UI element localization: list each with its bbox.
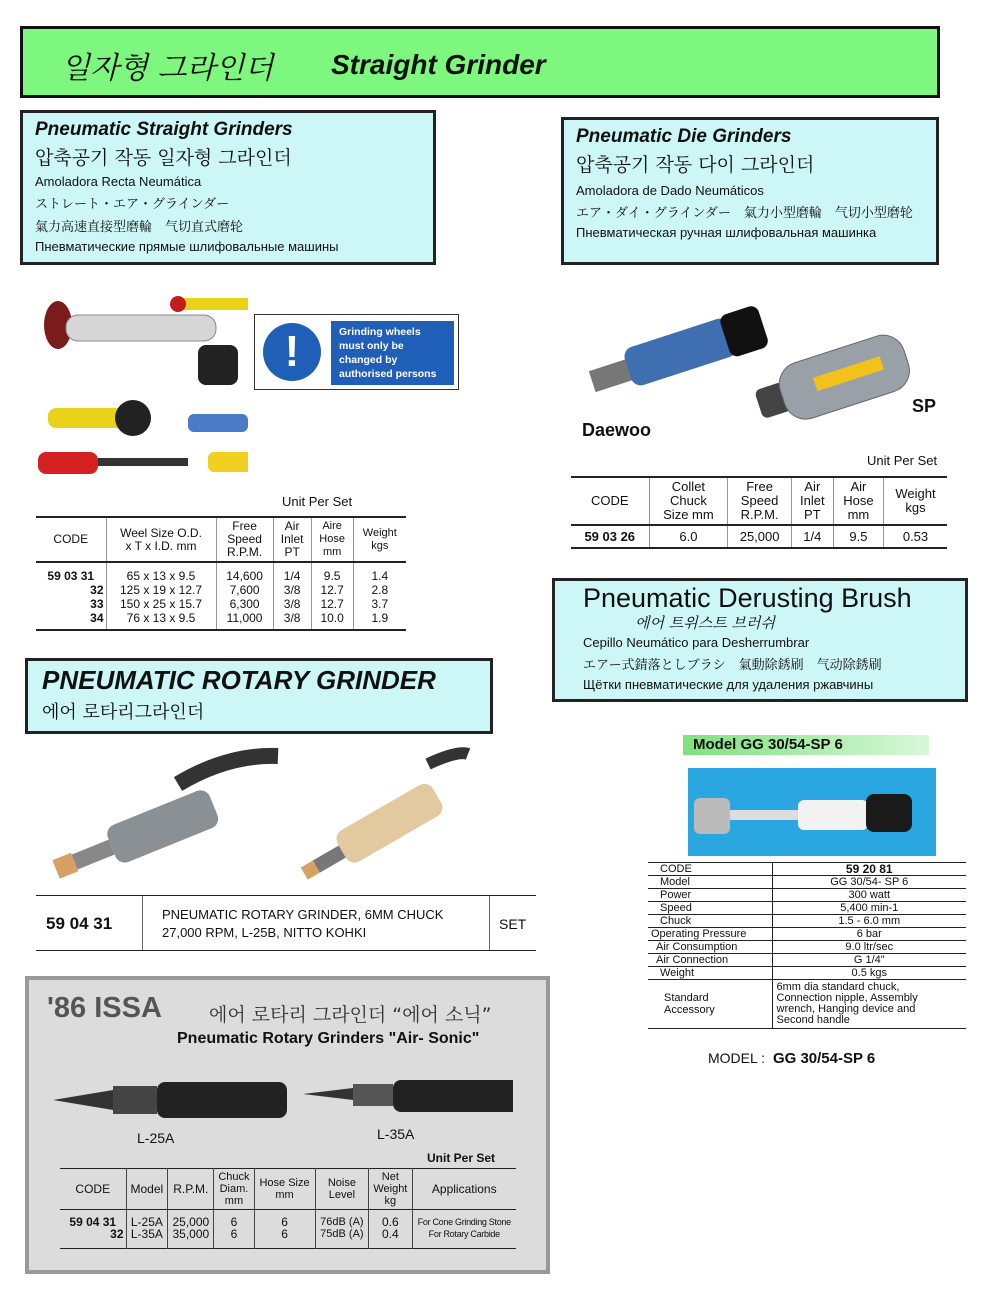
warning-line: authorised persons <box>339 368 437 380</box>
derusting-brush-header <box>552 578 968 702</box>
spec-row <box>648 967 966 980</box>
rotary-desc-1: PNEUMATIC ROTARY GRINDER, 6MM CHUCK <box>162 907 444 922</box>
cell: 6 <box>214 1210 254 1229</box>
spec-row <box>648 876 966 889</box>
spec-label <box>648 980 772 1029</box>
col-free-speed <box>216 517 273 562</box>
cell: L-35A <box>126 1228 168 1249</box>
warning-sign <box>254 314 459 390</box>
cell: 7,600 <box>216 583 273 597</box>
derust-title-ru: Щётки пневматические для удаления ржавчины <box>583 677 874 692</box>
table-row <box>36 562 406 583</box>
spec-row <box>648 928 966 941</box>
cell: 76 x 13 x 9.5 <box>106 611 216 630</box>
spec-value: 9.0 ltr/sec <box>772 941 966 954</box>
spec-value: 5,400 min-1 <box>772 902 966 915</box>
die-grinder-image <box>578 276 948 436</box>
cell: 3/8 <box>273 597 311 611</box>
warning-line: changed by <box>339 354 398 366</box>
col-weight <box>884 477 948 525</box>
cell: 25,000 <box>168 1210 214 1229</box>
cell: 25,000 <box>728 525 792 548</box>
straight-title-en: Pneumatic Straight Grinders <box>35 119 293 140</box>
spec-value: 300 watt <box>772 889 966 902</box>
grinder-tools-image <box>28 282 248 487</box>
col-code: CODE <box>590 493 629 508</box>
cell: 9.5 <box>833 525 883 548</box>
issa-title-year: '86 ISSA <box>47 992 162 1024</box>
col-aire-hose <box>311 517 353 562</box>
warning-text-box <box>331 321 454 385</box>
spec-value-text: 6mm dia standard chuck, Connection nipple, Assembly wrench, Hanging device and Second handle <box>776 981 918 1026</box>
die-title-ru: Пневматическая ручная шлифовальная машинка <box>576 225 877 240</box>
cell: 6,300 <box>216 597 273 611</box>
col-applications: Applications <box>412 1169 516 1210</box>
cell: 3/8 <box>273 611 311 630</box>
spec-label: Operating Pressure <box>648 928 772 941</box>
derust-spec-table <box>648 862 966 1029</box>
unit-label: Unit Per Set <box>867 453 938 468</box>
spec-value: 1.5 - 6.0 mm <box>772 915 966 928</box>
spec-row <box>648 941 966 954</box>
col-aire-hose-text: Aire Hose mm <box>319 520 345 558</box>
cell: 0.4 <box>369 1228 412 1249</box>
straight-title-jp: ストレート・エア・グラインダー <box>35 196 230 211</box>
cell: 11,000 <box>216 611 273 630</box>
rotary-unit: SET <box>499 916 527 932</box>
unit-label: Unit Per Set <box>282 494 353 509</box>
exclamation-icon: ! <box>263 323 321 381</box>
cell-code: 59 03 26 <box>584 529 636 544</box>
rotary-code: 59 04 31 <box>46 914 113 933</box>
cell: 3.7 <box>353 597 406 611</box>
table-row <box>60 1210 516 1229</box>
spec-label: Weight <box>648 967 772 980</box>
cell: For Cone Grinding Stone <box>412 1210 516 1229</box>
col-air-inlet-text: Air Inlet PT <box>280 519 304 559</box>
straight-title-es: Amoladora Recta Neumática <box>35 174 202 189</box>
spec-label: Air Connection <box>648 954 772 967</box>
cell: 12.7 <box>311 597 353 611</box>
issa-title-en: Pneumatic Rotary Grinders "Air- Sonic" <box>177 1030 480 1047</box>
spec-row <box>648 902 966 915</box>
cell: 75dB (A) <box>315 1228 369 1249</box>
straight-title-ru: Пневматические прямые шлифовальные машины <box>35 239 339 254</box>
issa-title-kr: 에어 로타리 그라인더 “에어 소닉” <box>209 1004 492 1026</box>
cell: 6.0 <box>649 525 728 548</box>
derusting-brush-photo <box>688 768 936 856</box>
col-air-inlet <box>791 477 833 525</box>
col-weight-text: Net Weight kg <box>373 1171 408 1207</box>
table-header-row <box>36 517 406 562</box>
col-collet <box>649 477 728 525</box>
rotary-divider <box>489 896 490 950</box>
col-weight-text: Weight kgs <box>895 486 936 515</box>
banner-title-kr: 일자형 그라인더 <box>61 51 274 86</box>
col-air-inlet-text: Air Inlet PT <box>800 479 825 522</box>
issa-label-l25a: L-25A <box>137 1130 175 1146</box>
spec-row <box>648 863 966 876</box>
table-row <box>36 583 406 597</box>
table-header-row <box>571 477 947 525</box>
cell: 6 <box>254 1228 315 1249</box>
spec-label: CODE <box>648 863 772 876</box>
col-weight <box>353 517 406 562</box>
col-code: CODE <box>75 1182 111 1196</box>
col-air-hose <box>833 477 883 525</box>
col-free-speed <box>728 477 792 525</box>
col-code: CODE <box>53 532 89 546</box>
cell: 2.8 <box>353 583 406 597</box>
table-row <box>60 1228 516 1249</box>
col-chuck-text: Chuck Diam. mm <box>218 1171 250 1207</box>
straight-grinder-photos <box>28 282 248 487</box>
col-collet-text: Collet Chuck Size mm <box>663 479 714 522</box>
cell: 10.0 <box>311 611 353 630</box>
col-rpm: R.P.M. <box>168 1169 214 1210</box>
die-title-es: Amoladora de Dado Neumáticos <box>576 183 764 198</box>
cell: 1/4 <box>791 525 833 548</box>
rotary-desc-2: 27,000 RPM, L-25B, NITTO KOHKI <box>162 925 367 940</box>
cell: 150 x 25 x 15.7 <box>106 597 216 611</box>
cell: 0.53 <box>884 525 948 548</box>
spec-label: Model <box>648 876 772 889</box>
issa-spec-table <box>60 1168 516 1249</box>
derust-title-jp: エアー式錆落としブラシ 氣動除銹刷 气动除銹刷 <box>583 657 882 672</box>
rotary-grinder-photos <box>28 744 498 890</box>
col-wheel-size <box>106 517 216 562</box>
col-hose <box>254 1169 315 1210</box>
model-value: GG 30/54-SP 6 <box>772 1050 876 1067</box>
cell: 1/4 <box>273 562 311 583</box>
cell: 65 x 13 x 9.5 <box>106 562 216 583</box>
cell-code: 33 <box>90 597 104 611</box>
col-model: Model <box>126 1169 168 1210</box>
brush-tool-image <box>688 768 936 856</box>
spec-label: Speed <box>648 902 772 915</box>
rotary-row <box>36 895 536 951</box>
model-prefix: MODEL : <box>708 1050 766 1066</box>
spec-row <box>648 954 966 967</box>
model-banner: Model GG 30/54-SP 6 <box>683 735 929 755</box>
rotary-divider <box>142 896 143 950</box>
cell-code: 59 04 31 <box>69 1215 117 1229</box>
cell: 14,600 <box>216 562 273 583</box>
table-row <box>36 611 406 630</box>
straight-grinders-header <box>20 110 436 265</box>
derust-title-en: Pneumatic Derusting Brush <box>583 583 912 613</box>
cell-code: 34 <box>90 611 104 625</box>
cell-code: 59 03 31 <box>47 569 95 583</box>
rotary-title-kr: 에어 로타리그라인더 <box>42 702 205 723</box>
cell: 12.7 <box>311 583 353 597</box>
table-row <box>571 525 947 548</box>
spec-value: 6 bar <box>772 928 966 941</box>
derust-title-es: Cepillo Neumático para Desherrumbrar <box>583 635 810 650</box>
cell: 35,000 <box>168 1228 214 1249</box>
col-wheel-size-text: Weel Size O.D. x T x I.D. mm <box>120 525 202 553</box>
cell: 6 <box>214 1228 254 1249</box>
straight-title-kr: 압축공기 작동 일자형 그라인더 <box>35 147 292 169</box>
title-banner <box>20 26 940 98</box>
unit-label: Unit Per Set <box>427 1151 496 1165</box>
cell-code: 32 <box>90 583 104 597</box>
spec-value: 0.5 kgs <box>772 967 966 980</box>
col-free-speed-text: Free Speed R.P.M. <box>740 479 779 522</box>
rotary-grinder-header <box>25 658 493 734</box>
col-air-hose-text: Air Hose mm <box>843 479 874 522</box>
spec-row <box>648 889 966 902</box>
straight-title-cn: 氣力高速直接型磨輪 气切直式磨轮 <box>35 219 244 234</box>
rotary-grinder-image <box>28 744 498 890</box>
model-caption <box>708 1050 875 1067</box>
spec-row <box>648 915 966 928</box>
cell: 1.9 <box>353 611 406 630</box>
cell: For Rotary Carbide <box>412 1228 516 1249</box>
col-air-inlet <box>273 517 311 562</box>
cell: 0.6 <box>369 1210 412 1229</box>
spec-label: Chuck <box>648 915 772 928</box>
issa-label-l35a: L-35A <box>377 1126 415 1142</box>
spec-label: Air Consumption <box>648 941 772 954</box>
die-title-en: Pneumatic Die Grinders <box>576 126 792 147</box>
spec-label-text: Standard Accessory <box>664 992 715 1016</box>
die-spec-table <box>571 476 947 549</box>
col-noise-text: Noise Level <box>327 1177 356 1201</box>
cell: 9.5 <box>311 562 353 583</box>
warning-line: must only be <box>339 340 404 352</box>
cell: 125 x 19 x 12.7 <box>106 583 216 597</box>
col-noise <box>315 1169 369 1210</box>
col-weight-text: Weight kgs <box>362 526 397 552</box>
spec-value: 59 20 81 <box>772 863 966 876</box>
cell: 3/8 <box>273 583 311 597</box>
spec-row <box>648 980 966 1029</box>
col-hose-text: Hose Size mm <box>259 1177 310 1201</box>
warning-line: Grinding wheels <box>339 326 421 338</box>
die-title-kr: 압축공기 작동 다이 그라인더 <box>576 154 815 176</box>
brand-daewoo: Daewoo <box>582 420 652 440</box>
die-grinder-photos <box>578 276 948 436</box>
straight-spec-table <box>36 516 406 631</box>
cell: 1.4 <box>353 562 406 583</box>
cell: 6 <box>254 1210 315 1229</box>
derust-title-kr: 에어 트위스트 브러쉬 <box>635 614 775 632</box>
col-weight <box>369 1169 412 1210</box>
cell: 76dB (A) <box>315 1210 369 1229</box>
brand-sp: SP <box>912 396 937 416</box>
cell: L-25A <box>126 1210 168 1229</box>
die-grinders-header <box>561 117 939 265</box>
air-sonic-tools-image <box>53 1070 513 1130</box>
table-header-row <box>60 1169 516 1210</box>
spec-value: GG 30/54- SP 6 <box>772 876 966 889</box>
banner-title-en: Straight Grinder <box>331 49 546 80</box>
col-chuck <box>214 1169 254 1210</box>
spec-value <box>772 980 966 1029</box>
rotary-title-en: PNEUMATIC ROTARY GRINDER <box>42 665 436 695</box>
spec-label: Power <box>648 889 772 902</box>
die-title-jp: エア・ダイ・グラインダー 氣力小型磨輪 气切小型磨轮 <box>576 205 913 220</box>
cell-code: 32 <box>110 1227 124 1241</box>
spec-value: G 1/4" <box>772 954 966 967</box>
col-free-speed-text: Free Speed R.P.M. <box>227 519 263 559</box>
table-row <box>36 597 406 611</box>
